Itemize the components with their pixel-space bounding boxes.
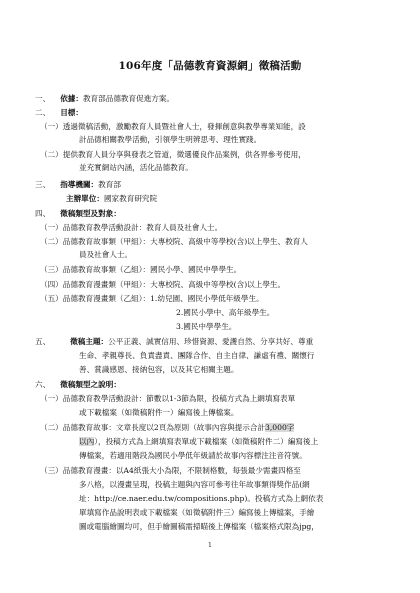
section-6-item-3-line-5: 圖或電腦繪圖均可，但手繪圖稿需掃瞄後上傳檔案（檔案格式限為jpg，	[79, 522, 319, 531]
section-5-line-2: 生命、孝親尊長、負責盡責、團隊合作、自主自律、謙虛有禮、關懷行	[79, 351, 315, 360]
section-3-label: 指導機關：	[60, 180, 99, 189]
section-6-label: 徵稿類型之說明：	[60, 380, 121, 389]
section-2-heading	[35, 108, 83, 118]
section-3-host	[66, 194, 157, 204]
section-4-item-4: （四）品德教育漫畫類（甲組）：大專校院、高級中等學校(含)以上學生。	[40, 280, 286, 289]
section-1-text: 教育部品德教育促進方案。	[82, 94, 175, 103]
section-4-number: 四、	[35, 209, 51, 218]
page-number: 1	[207, 541, 213, 549]
section-6-item-1-line-2: 或下載檔案（如徵稿附件一）編寫後上傳檔案。	[79, 408, 239, 417]
section-6-item-3-line-4: 單填寫作品說明表或下載檔案（如徵稿附件三）編寫後上傳檔案，手繪	[79, 508, 315, 517]
section-4-label: 徵稿類型及對象：	[60, 209, 121, 218]
section-5-label: 徵稿主題：	[70, 337, 109, 346]
section-3	[35, 180, 121, 190]
document-title: 106年度「品德教育資源網」徵稿活動	[118, 60, 302, 72]
section-2-item-2-line-2: 並充實網站內涵，活化品德教育。	[79, 163, 193, 172]
section-3-text: 教育部	[98, 180, 121, 189]
section-5-text: 公平正義、誠實信用、珍惜資源、愛護自然、分享共好、尊重	[108, 337, 314, 346]
section-3-number: 三、	[35, 180, 51, 189]
highlighted-text: 以內	[79, 437, 95, 446]
item-text: 透過徵稿活動，激勵教育人員暨社會人士，發揮創意與教學專業知能，設	[62, 122, 306, 131]
section-6-item-2-line-3: 傳檔案，若適用階段為國民小學低年級請於故事內容標注注音符號。	[79, 451, 307, 460]
item-text: 提供教育人員分享與發表之管道，徵選優良作品案例，供各界參考使用，	[62, 150, 306, 159]
section-4-item-2-line-2: 員及社會人士。	[79, 250, 133, 259]
section-4-item-3: （三）品德教育故事類（乙組）：國民小學、國民中學學生。	[40, 265, 242, 274]
section-4-item-5-sub-3: 3.國民中學學生。	[176, 322, 237, 331]
item-number: （二）	[40, 150, 63, 159]
section-6-item-2-line-1	[40, 423, 294, 433]
item-text: ），投稿方式為上網填寫表單或下載檔案（如徵稿附件二）編寫後上	[94, 437, 319, 446]
section-4-item-5: （五）品德教育漫畫類（乙組）：1.幼兒園、國民小學低年級學生。	[40, 294, 264, 303]
section-4-heading	[35, 209, 121, 219]
section-5-line-3: 善、賞識感恩、接納包容，以及其它相關主題。	[79, 365, 239, 374]
section-2-item-1-line-1	[40, 122, 306, 132]
section-6-item-2-line-2	[79, 437, 318, 447]
section-5-number: 五、	[35, 337, 51, 346]
section-1	[35, 94, 174, 104]
section-6-item-1-line-1: （一）品德教育教學活動設計：節數以1-3節為限，投稿方式為上網填寫表單	[40, 394, 296, 403]
section-2-item-2-line-1	[40, 150, 306, 160]
highlighted-text: 3,000字	[265, 423, 295, 432]
host-label: 主辦單位：	[66, 194, 104, 203]
host-text: 國家教育研究院	[103, 194, 158, 203]
section-4-item-2-line-1: （二）品德教育故事類（甲組）：大專校院、高級中等學校(含)以上學生、教育人	[40, 237, 308, 246]
section-6-item-3-line-3: 址：http://ce.naer.edu.tw/compositions.php)。投稿方式為上網依表	[79, 494, 324, 503]
item-text: （二）品德教育故事：文章長度以2頁為原則（故事內容與提示合計	[40, 423, 266, 432]
section-5-line-1	[35, 337, 313, 347]
section-1-number: 一、	[35, 94, 51, 103]
section-6-number: 六、	[35, 380, 51, 389]
section-2-label: 目標：	[60, 108, 83, 117]
section-4-item-5-sub-2: 2.國民小學中、高年級學生。	[176, 308, 275, 317]
section-2-item-1-line-2: 計品德相關教學活動，引領學生明辨思考、理性實踐。	[79, 135, 262, 144]
section-6-heading	[35, 380, 121, 390]
section-2-number: 二、	[35, 108, 51, 117]
section-4-item-1: （一）品德教育教學活動設計：教育人員及社會人士。	[40, 223, 223, 232]
section-6-item-3-line-1: （三）品德教育漫畫：以A4紙張大小為限，不限制格數，每張最少需畫四格至	[40, 466, 301, 475]
section-1-label: 依據：	[60, 94, 83, 103]
item-number: （一）	[40, 122, 63, 131]
section-6-item-3-line-2: 多八格，以漫畫呈現，投稿主題與內容可參考往年故事類得獎作品(網	[79, 480, 310, 489]
